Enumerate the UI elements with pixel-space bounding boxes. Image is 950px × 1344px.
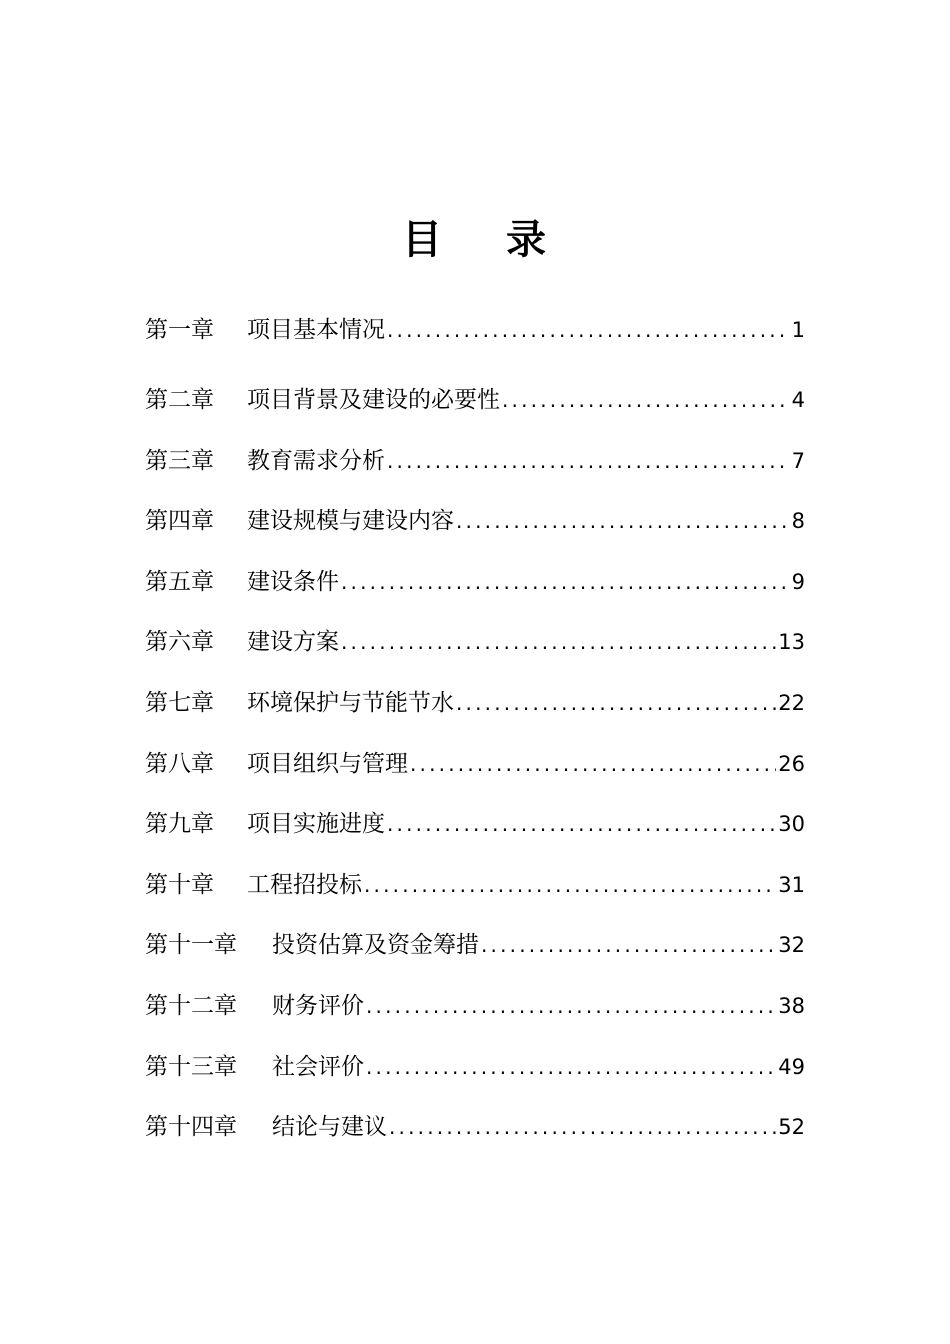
toc-title: 建设条件 <box>247 569 339 595</box>
toc-entry-10[interactable] <box>145 870 805 900</box>
toc-chapter: 第四章 <box>145 508 214 534</box>
toc-chapter: 第十四章 <box>145 1114 237 1140</box>
toc-leader <box>366 1052 776 1082</box>
toc-chapter: 第九章 <box>145 811 214 837</box>
toc-entry-8[interactable] <box>145 749 805 779</box>
toc-chapter: 第五章 <box>145 569 214 595</box>
toc-page: 30 <box>778 812 805 836</box>
toc-page: 1 <box>791 318 805 342</box>
toc-title: 财务评价 <box>272 993 364 1019</box>
toc-page: 38 <box>778 994 805 1018</box>
toc-leader <box>341 567 790 597</box>
toc-page: 49 <box>778 1055 805 1079</box>
toc-leader <box>389 1112 776 1142</box>
toc-leader <box>481 930 776 960</box>
toc-title: 建设方案 <box>247 629 339 655</box>
toc-leader <box>387 809 776 839</box>
title-char-2: 录 <box>506 217 548 263</box>
toc-entry-9[interactable] <box>145 809 805 839</box>
toc-entry-1[interactable] <box>145 315 805 345</box>
toc-page: 32 <box>778 933 805 957</box>
toc-entry-2[interactable] <box>145 385 805 415</box>
toc-leader <box>387 315 790 345</box>
toc-page: 4 <box>791 388 805 412</box>
toc-entry-3[interactable] <box>145 446 805 476</box>
toc-chapter: 第三章 <box>145 448 214 474</box>
toc-leader <box>410 749 776 779</box>
toc-entry-4[interactable] <box>145 506 805 536</box>
toc-entry-12[interactable] <box>145 991 805 1021</box>
toc-chapter: 第六章 <box>145 629 214 655</box>
toc-page: 52 <box>778 1115 805 1139</box>
toc-entry-11[interactable] <box>145 930 805 960</box>
toc-chapter: 第一章 <box>145 317 214 343</box>
toc-page: 31 <box>778 873 805 897</box>
toc-entry-6[interactable] <box>145 627 805 657</box>
toc-title: 投资估算及资金筹措 <box>272 932 479 958</box>
toc-leader <box>456 688 776 718</box>
toc-page: 8 <box>791 509 805 533</box>
toc-title: 项目实施进度 <box>247 811 385 837</box>
toc-page: 22 <box>778 691 805 715</box>
toc-page: 7 <box>791 449 805 473</box>
toc-leader <box>341 627 776 657</box>
toc-title: 社会评价 <box>272 1054 364 1080</box>
toc-page: 9 <box>791 570 805 594</box>
toc-chapter: 第七章 <box>145 690 214 716</box>
toc-leader <box>366 991 776 1021</box>
toc-leader <box>456 506 790 536</box>
toc-title: 项目组织与管理 <box>247 751 408 777</box>
toc-leader <box>387 446 790 476</box>
toc-chapter: 第十章 <box>145 872 214 898</box>
toc-title: 建设规模与建设内容 <box>247 508 454 534</box>
title-char-1: 目 <box>402 217 444 263</box>
toc-entry-13[interactable] <box>145 1052 805 1082</box>
toc-entry-5[interactable] <box>145 567 805 597</box>
page-title <box>0 208 950 265</box>
toc-page: 13 <box>778 630 805 654</box>
toc-title: 项目基本情况 <box>247 317 385 343</box>
toc-chapter: 第八章 <box>145 751 214 777</box>
toc-chapter: 第二章 <box>145 387 214 413</box>
toc-title: 项目背景及建设的必要性 <box>247 387 500 413</box>
toc-title: 教育需求分析 <box>247 448 385 474</box>
toc-title: 工程招投标 <box>247 872 362 898</box>
toc-entry-14[interactable] <box>145 1112 805 1142</box>
toc-chapter: 第十一章 <box>145 932 237 958</box>
toc-leader <box>364 870 776 900</box>
toc-chapter: 第十三章 <box>145 1054 237 1080</box>
toc-leader <box>502 385 790 415</box>
toc-chapter: 第十二章 <box>145 993 237 1019</box>
toc-title: 结论与建议 <box>272 1114 387 1140</box>
toc-page: 26 <box>778 752 805 776</box>
toc-title: 环境保护与节能节水 <box>247 690 454 716</box>
toc-entry-7[interactable] <box>145 688 805 718</box>
